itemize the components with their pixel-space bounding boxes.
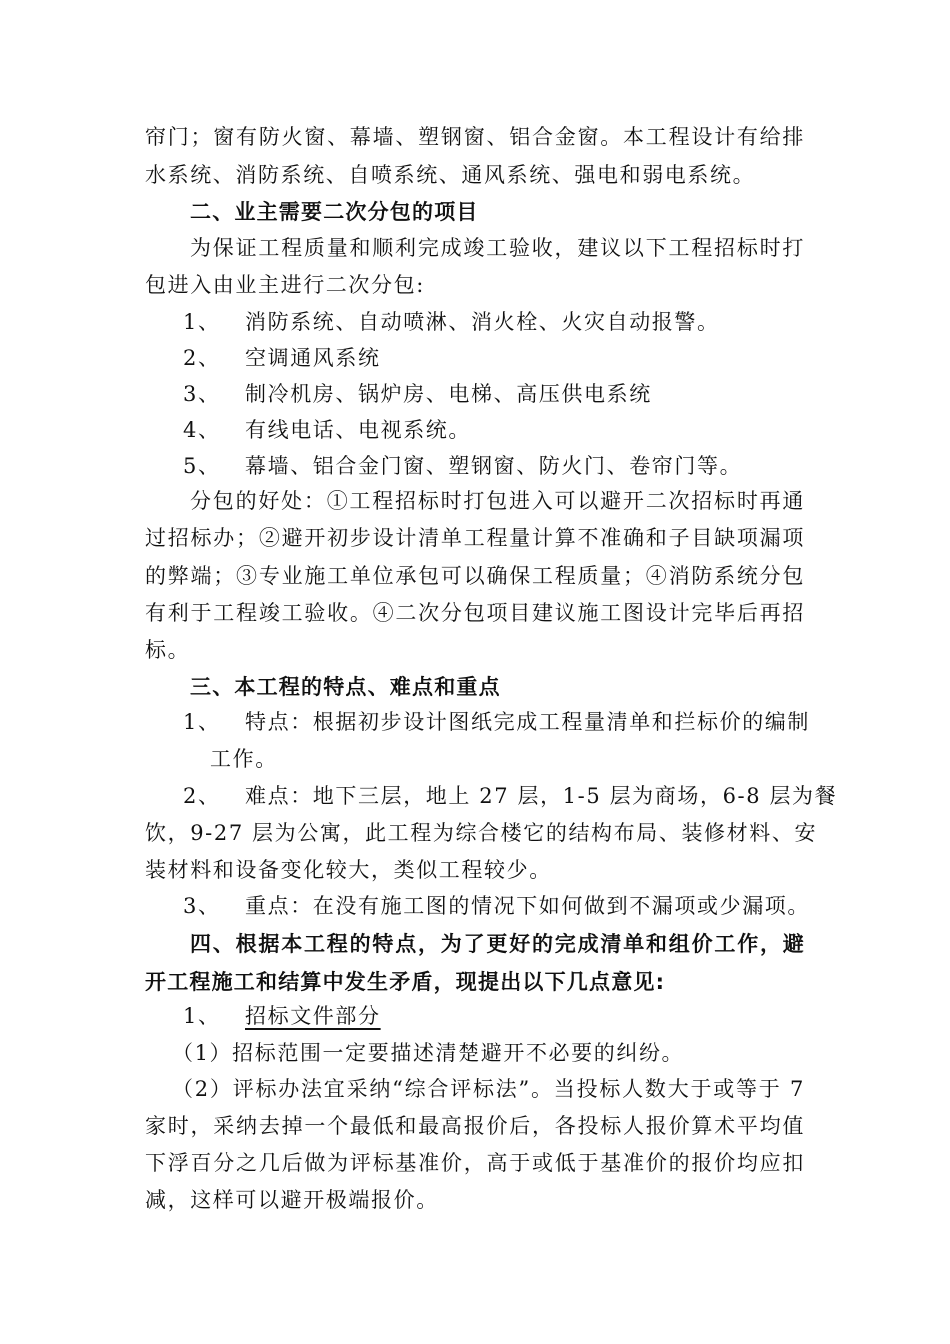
paragraph-line: 过招标办；②避开初步设计清单工程量计算不准确和子目缺项漏项 (145, 526, 805, 550)
paragraph-line: 为保证工程质量和顺利完成竣工验收，建议以下工程招标时打 (190, 236, 805, 260)
list-item-number: 1、 (183, 710, 221, 734)
paragraph-line: 的弊端；③专业施工单位承包可以确保工程质量；④消防系统分包 (145, 564, 805, 588)
list-item-text: 空调通风系统 (245, 346, 381, 370)
list-item-number: 5、 (183, 454, 221, 478)
paragraph-line: （1）招标范围一定要描述清楚避开不必要的纠纷。 (172, 1041, 685, 1065)
list-item-number: 3、 (183, 894, 221, 918)
paragraph-line: 水系统、消防系统、自喷系统、通风系统、强电和弱电系统。 (145, 163, 756, 187)
subsection-title: 招标文件部分 (245, 1004, 381, 1028)
list-item-number: 1、 (183, 310, 221, 334)
list-item-text: 特点：根据初步设计图纸完成工程量清单和拦标价的编制 (245, 710, 810, 734)
section-heading: 二、业主需要二次分包的项目 (190, 200, 479, 224)
paragraph-line: 标。 (145, 638, 191, 662)
list-item-number: 4、 (183, 418, 221, 442)
paragraph-line: 下浮百分之几后做为评标基准价，高于或低于基准价的报价均应扣 (145, 1151, 805, 1175)
list-item-text: 幕墙、铝合金门窗、塑钢窗、防火门、卷帘门等。 (245, 454, 743, 478)
paragraph-line: 装材料和设备变化较大，类似工程较少。 (145, 858, 552, 882)
list-item-number: 3、 (183, 382, 221, 406)
paragraph-line: 分包的好处：①工程招标时打包进入可以避开二次招标时再通 (190, 489, 805, 513)
paragraph-line: 有利于工程竣工验收。④二次分包项目建议施工图设计完毕后再招 (145, 601, 805, 625)
list-item-text: 消防系统、自动喷淋、消火栓、火灾自动报警。 (245, 310, 720, 334)
section-heading: 四、根据本工程的特点，为了更好的完成清单和组价工作，避 (190, 932, 805, 956)
paragraph-line: （2）评标办法宜采纳“综合评标法”。当投标人数大于或等于 7 (172, 1077, 805, 1101)
list-item-text: 难点：地下三层，地上 27 层，1-5 层为商场，6-8 层为餐 (245, 784, 838, 808)
paragraph-line: 家时，采纳去掉一个最低和最高报价后，各投标人报价算术平均值 (145, 1114, 805, 1138)
paragraph-line: 帘门；窗有防火窗、幕墙、塑钢窗、铝合金窗。本工程设计有给排 (145, 125, 805, 149)
list-item-number: 1、 (183, 1004, 221, 1028)
paragraph-line: 饮，9-27 层为公寓，此工程为综合楼它的结构布局、装修材料、安 (145, 821, 818, 845)
list-item-text: 有线电话、电视系统。 (245, 418, 471, 442)
paragraph-line: 包进入由业主进行二次分包: (145, 273, 425, 297)
list-item-text: 制冷机房、锅炉房、电梯、高压供电系统 (245, 382, 652, 406)
paragraph-line: 减，这样可以避开极端报价。 (145, 1188, 439, 1212)
list-item-text-continued: 工作。 (210, 747, 278, 771)
section-heading-continued: 开工程施工和结算中发生矛盾，现提出以下几点意见: (145, 970, 666, 994)
section-heading: 三、本工程的特点、难点和重点 (190, 675, 501, 699)
list-item-number: 2、 (183, 346, 221, 370)
list-item-number: 2、 (183, 784, 221, 808)
list-item-text: 重点：在没有施工图的情况下如何做到不漏项或少漏项。 (245, 894, 810, 918)
